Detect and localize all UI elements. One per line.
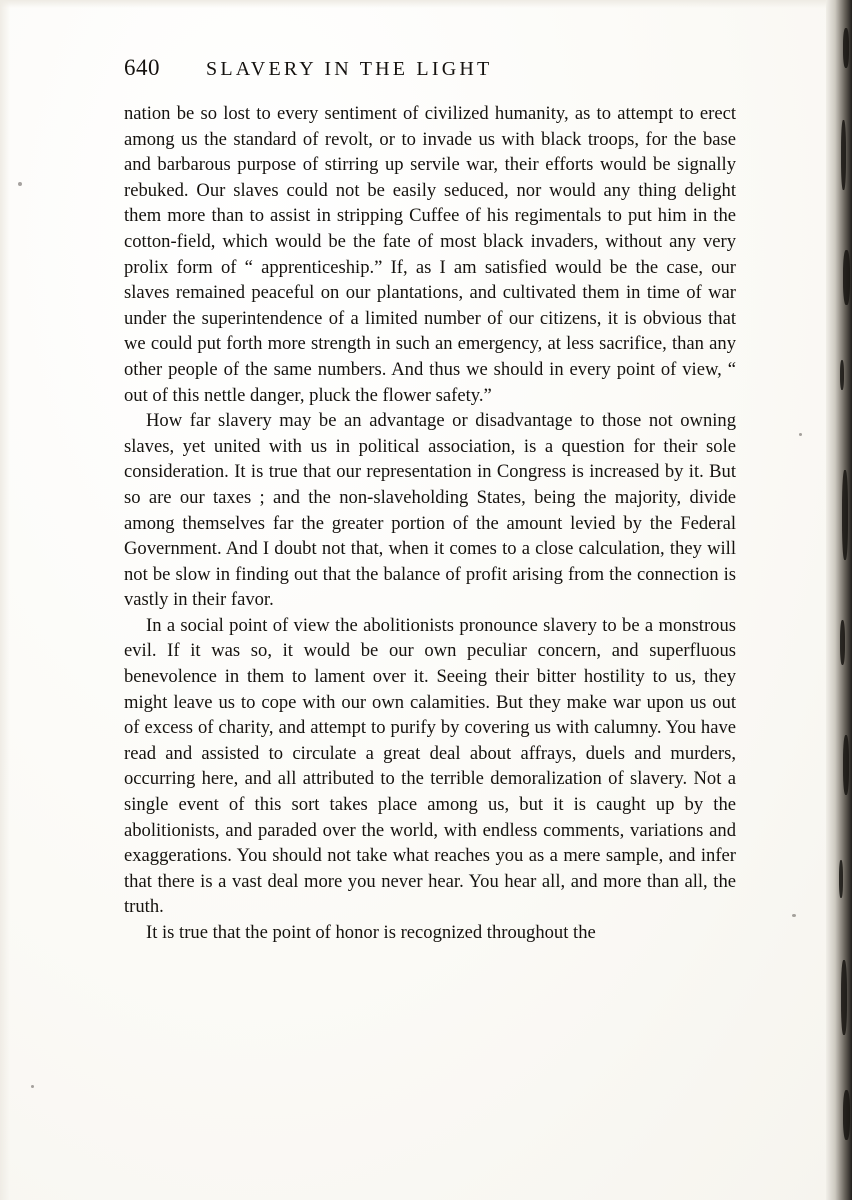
paragraph: nation be so lost to every sentiment of civilized humanity, as to attempt to erect among us the standard of revolt, or to invade us with black troops, for the base and barbarous purpose of stirring up servile war, their efforts would be signally rebuked. Our slaves could not be easily seduced, nor would any thing delight them more than to assist in stripping Cuffee of his regimentals to put him in the cotton-field, which would be the fate of most black invaders, without any very prolix form of “ apprenticeship.” If, as I am satisfied would be the case, our slaves remained peaceful on our plantations, and cultivated them in time of war under the superintendence of a limited number of our citizens, it is obvious that we could put forth more strength in such an emergency, at less sacrifice, than any other people of the same numbers. And thus we should in every point of view, “ out of this nettle danger, pluck the flower safety.” xyxy=(124,103,736,406)
gutter-speckles xyxy=(826,0,852,1200)
ink-speck xyxy=(31,1085,34,1088)
page-header xyxy=(124,55,732,81)
paragraph: How far slavery may be an advantage or disadvantage to those not owning slaves, yet united with us in political association, is a question for their sole consideration. It is true that our representation in Congress is increased by it. But so are our taxes ; and the non-slaveholding States, being the majority, divide among themselves far the greater portion of the amount levied by the Federal Government. And I doubt not that, when it comes to a close calculation, they will not be slow in finding out that the balance of profit arising from the connection is vastly in their favor. xyxy=(124,410,736,611)
running-head: SLAVERY IN THE LIGHT xyxy=(206,58,493,80)
ink-speck xyxy=(18,182,22,186)
body-text-column xyxy=(124,101,736,946)
ink-speck xyxy=(792,914,796,917)
paragraph: In a social point of view the abolitionists pronounce slavery to be a monstrous evil. If it was so, it would be our own peculiar concern, and superfluous benevolence in them to lament over it. Seeing their bitter hostility to us, they might leave us to cope with our own calamities. But they make war upon us out of excess of charity, and attempt to purify by covering us with calumny. You have read and assisted to circulate a great deal about affrays, duels and murders, occurring here, and all attributed to the terrible demoralization of slavery. Not a single event of this sort takes place among us, but it is caught up by the abolitionists, and paraded over the world, with endless comments, variations and exaggerations. You should not take what reaches you as a mere sample, and infer that there is a vast deal more you never hear. You hear all, and more than all, the truth. xyxy=(124,614,736,918)
paragraph: It is true that the point of honor is recognized throughout the xyxy=(146,922,596,943)
ink-speck xyxy=(799,433,802,436)
page-number: 640 xyxy=(124,55,160,80)
